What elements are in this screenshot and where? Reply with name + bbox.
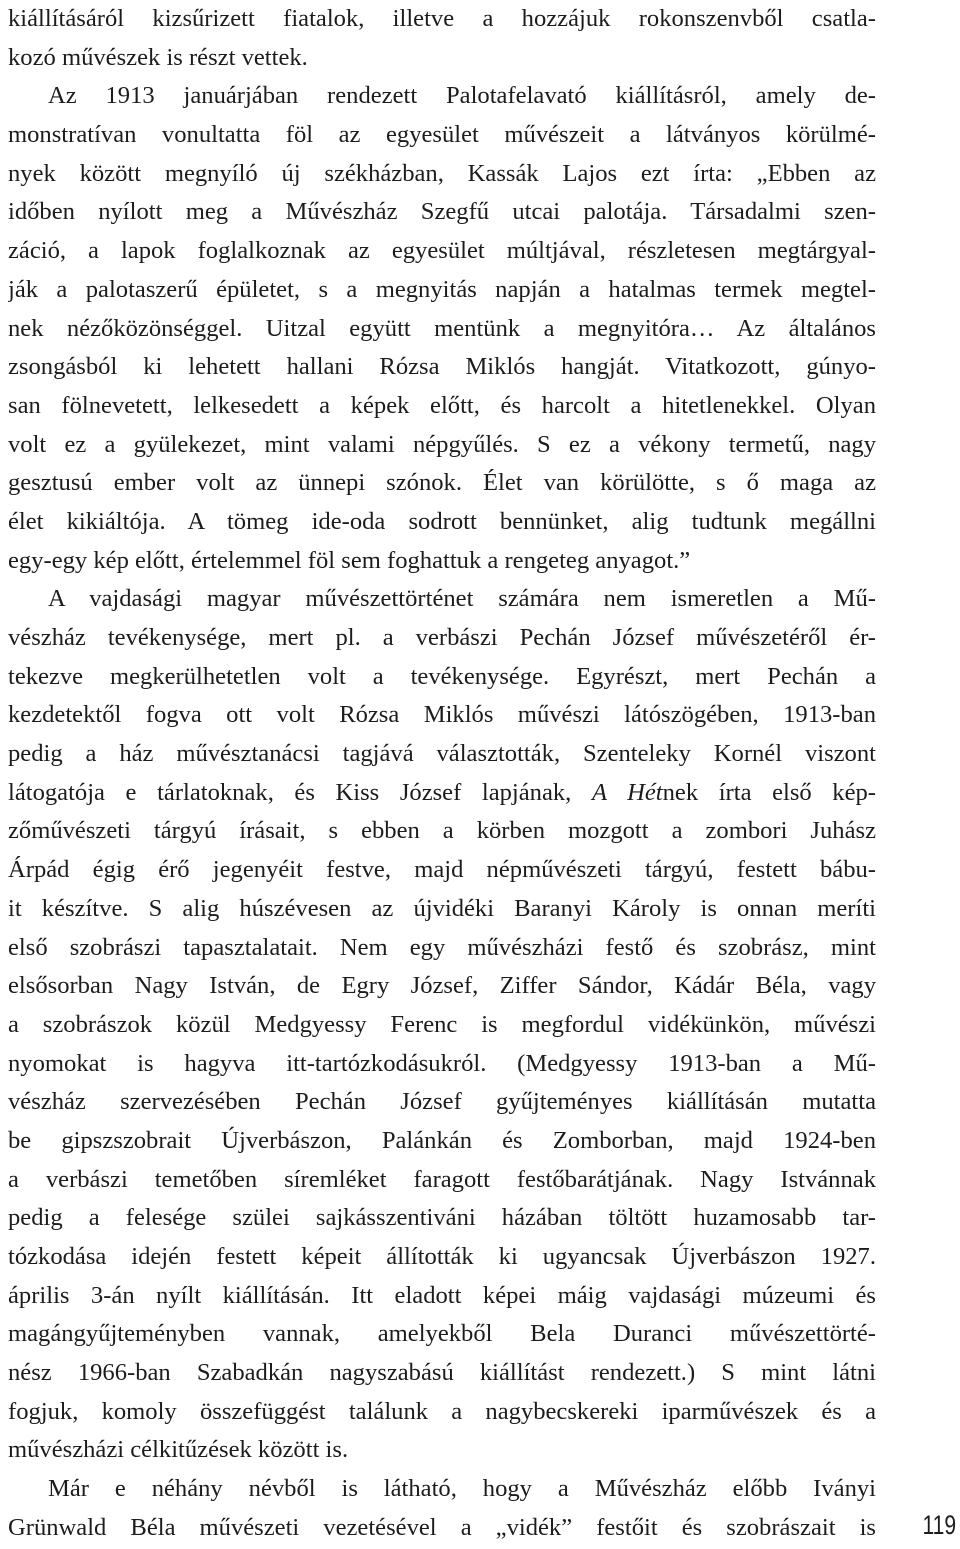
text-line — [8, 77, 876, 116]
text-line-content: kezdetektől fogva ott volt Rózsa Miklós művészi látószögében, 1913-ban — [8, 701, 876, 729]
text-line-content: ják a palotaszerű épületet, s a megnyitás napján a hatalmas termek megtel- — [8, 275, 876, 303]
text-line-content: Grünwald Béla művészeti vezetésével a „vidék” festőit és szobrászait is — [8, 1513, 876, 1541]
text-line — [8, 464, 876, 503]
text-line — [8, 1083, 876, 1122]
text-line — [8, 1199, 876, 1238]
text-line-content: nyomokat is hagyva itt-tartózkodásukról. (Medgyessy 1913-ban a Mű- — [8, 1049, 876, 1077]
text-line-content: kozó művészek is részt vettek. — [8, 43, 308, 71]
text-line — [8, 542, 876, 581]
text-line-content: it készítve. S alig húszévesen az újvidéki Baranyi Károly is onnan meríti — [8, 894, 876, 922]
text-line-content: kiállításáról kizsűrizett fiatalok, illetve a hozzájuk rokonszenvből csatla- — [8, 5, 876, 32]
text-line-content: Árpád égig érő jegenyéit festve, majd népművészeti tárgyú, festett bábu- — [8, 856, 876, 884]
page-number: 119 — [922, 1510, 956, 1540]
text-line-content: vészház tevékenysége, mert pl. a verbászi Pechán József művészetéről ér- — [8, 624, 876, 651]
text-line — [8, 1470, 876, 1509]
text-line-content: látogatója e tárlatoknak, és Kiss József lapjának, — [8, 778, 592, 806]
text-line-content: tekezve megkerülhetetlen volt a tevékenysége. Egyrészt, mert Pechán a — [8, 662, 876, 690]
text-line — [8, 1161, 876, 1200]
text-line-content: Már e néhány névből is látható, hogy a Művészház előbb Iványi — [48, 1475, 876, 1503]
text-line-continuation: nek írta első kép- — [662, 778, 876, 806]
italic-title: A Hét — [591, 778, 663, 806]
text-line — [8, 232, 876, 271]
text-line — [8, 619, 876, 658]
text-line — [8, 1277, 876, 1316]
text-line-content: záció, a lapok foglalkoznak az egyesület múltjával, részletesen megtárgyal- — [8, 237, 876, 265]
text-line — [8, 1045, 876, 1084]
text-line — [8, 0, 876, 39]
text-line — [8, 1315, 876, 1354]
text-line — [8, 1393, 876, 1432]
text-line-content: magángyűjteményben vannak, amelyekből Bela Duranci művészettörté- — [8, 1320, 876, 1348]
text-line-content: a szobrászok közül Medgyessy Ferenc is megfordul vidékünkön, művészi — [8, 1010, 876, 1038]
text-line — [8, 155, 876, 194]
text-line-content: nyek között megnyíló új székházban, Kassák Lajos ezt írta: „Ebben az — [8, 159, 876, 187]
text-line — [8, 116, 876, 155]
text-line — [8, 193, 876, 232]
text-line — [8, 658, 876, 697]
text-line-content: tózkodása idején festett képeit állították ki ugyancsak Újverbászon 1927. — [8, 1243, 876, 1270]
text-line-content: nész 1966-ban Szabadkán nagyszabású kiállítást rendezett.) S mint látni — [8, 1359, 876, 1387]
text-line — [8, 271, 876, 310]
text-line-content: monstratívan vonultatta föl az egyesület művészeit a látványos körülmé- — [8, 121, 876, 149]
text-line — [8, 1354, 876, 1393]
text-line-content: volt ez a gyülekezet, mint valami népgyűlés. S ez a vékony termetű, nagy — [8, 430, 876, 458]
text-line-content: élet kikiáltója. A tömeg ide-oda sodrott bennünket, alig tudtunk megállni — [8, 507, 876, 535]
text-line — [8, 387, 876, 426]
text-line-content: gesztusú ember volt az ünnepi szónok. Élet van körülötte, s ő maga az — [8, 469, 876, 497]
text-line — [8, 348, 876, 387]
text-line-content: nek nézőközönséggel. Uitzal együtt mentünk a megnyitóra… Az általános — [8, 314, 876, 342]
text-line-content: egy-egy kép előtt, értelemmel föl sem foghattuk a rengeteg anyagot.” — [8, 546, 691, 574]
text-line-content: A vajdasági magyar művészettörténet számára nem ismeretlen a Mű- — [48, 585, 876, 613]
body-text — [8, 0, 876, 1548]
text-line — [8, 1238, 876, 1277]
text-line-content: fogjuk, komoly összefüggést találunk a nagybecskereki iparművészek és a — [8, 1397, 876, 1425]
text-line-content: Az 1913 januárjában rendezett Palotafelavató kiállításról, amely de- — [48, 82, 876, 110]
text-line-content: be gipszszobrait Újverbászon, Palánkán és Zomborban, majd 1924-ben — [8, 1126, 876, 1154]
text-line-content: időben nyílott meg a Művészház Szegfű utcai palotája. Társadalmi szen- — [8, 198, 876, 226]
text-line — [8, 426, 876, 465]
text-line — [8, 503, 876, 542]
text-line — [8, 812, 876, 851]
text-line — [8, 580, 876, 619]
text-line — [8, 310, 876, 349]
text-line-content: április 3-án nyílt kiállításán. Itt eladott képei máig vajdasági múzeumi és — [8, 1281, 876, 1309]
text-line — [8, 1431, 876, 1470]
text-line-content: első szobrászi tapasztalatait. Nem egy művészházi festő és szobrász, mint — [8, 933, 876, 961]
text-line — [8, 39, 876, 78]
text-line — [8, 735, 876, 774]
text-line-content: elsősorban Nagy István, de Egry József, Ziffer Sándor, Kádár Béla, vagy — [8, 972, 876, 1000]
text-line — [8, 967, 876, 1006]
text-line-content: művészházi célkitűzések között is. — [8, 1436, 349, 1464]
text-line — [8, 1006, 876, 1045]
text-line — [8, 890, 876, 929]
text-line — [8, 1509, 876, 1548]
text-line-content: a verbászi temetőben síremléket faragott festőbarátjának. Nagy Istvánnak — [8, 1165, 876, 1193]
text-line-content: zőművészeti tárgyú írásait, s ebben a körben mozgott a zombori Juhász — [8, 817, 876, 845]
text-line-content: pedig a felesége szülei sajkásszentiváni házában töltött huzamosabb tar- — [8, 1204, 876, 1232]
text-line — [8, 1122, 876, 1161]
text-line — [8, 851, 876, 890]
text-line-content: zsongásból ki lehetett hallani Rózsa Miklós hangját. Vitatkozott, gúnyo- — [8, 353, 876, 381]
text-line — [8, 774, 876, 813]
text-line-content: vészház szervezésében Pechán József gyűjteményes kiállításán mutatta — [8, 1088, 876, 1116]
text-line — [8, 929, 876, 968]
text-line-content: san fölnevetett, lelkesedett a képek előtt, és harcolt a hitetlenekkel. Olyan — [8, 391, 876, 419]
text-line-content: pedig a ház művésztanácsi tagjává választották, Szenteleky Kornél viszont — [8, 740, 876, 768]
text-line — [8, 696, 876, 735]
